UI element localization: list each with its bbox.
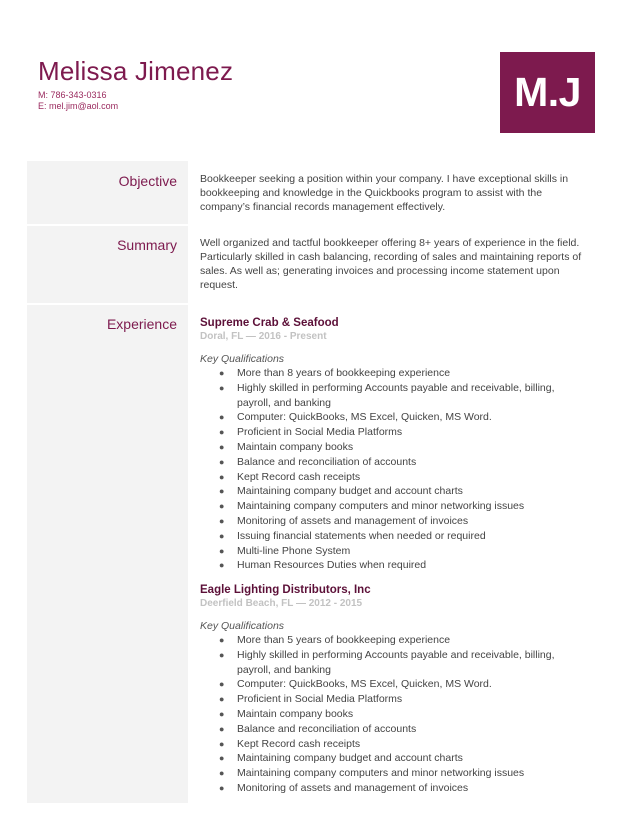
monogram-badge: M.J: [500, 52, 595, 133]
bullet-icon: ●: [219, 515, 225, 526]
contact-info: [38, 90, 118, 112]
company-name: Supreme Crab & Seafood: [200, 317, 339, 329]
bullet-icon: ●: [219, 530, 225, 541]
list-item: ● Maintain company books: [219, 440, 354, 453]
job-entry: [200, 316, 600, 573]
qualifications-list: [200, 633, 600, 796]
list-item: ● Monitoring of assets and management of invoices: [219, 781, 469, 794]
list-item: ● Maintaining company computers and minor networking issues: [219, 500, 525, 513]
list-item: ● Human Resources Duties when required: [219, 559, 427, 572]
list-item: ● Proficient in Social Media Platforms: [219, 693, 403, 706]
list-item: ● Multi-line Phone System: [219, 544, 351, 557]
list-item: ● Maintaining company budget and account charts: [219, 752, 463, 765]
bullet-icon: ●: [219, 708, 225, 719]
key-qualifications-heading: Key Qualifications: [200, 353, 285, 365]
company-name: Eagle Lighting Distributors, Inc: [200, 584, 371, 596]
bullet-icon: ●: [219, 738, 225, 749]
bullet-icon: ●: [219, 382, 225, 393]
bullet-icon: ●: [219, 412, 225, 423]
list-item: ● Maintaining company budget and account charts: [219, 485, 463, 498]
list-item: ● Monitoring of assets and management of invoices: [219, 514, 469, 527]
objective-label: Objective: [118, 173, 177, 189]
list-item: ● Maintaining company computers and minor networking issues: [219, 767, 525, 780]
bullet-icon: ●: [219, 649, 225, 660]
qualifications-list: [200, 366, 600, 573]
bullet-icon: ●: [219, 782, 225, 793]
list-item: ● Computer: QuickBooks, MS Excel, Quicken, MS Word.: [219, 411, 492, 424]
list-item: ● More than 8 years of bookkeeping experience: [219, 367, 451, 379]
list-item: ● Balance and reconciliation of accounts: [219, 722, 417, 735]
list-item: ● Computer: QuickBooks, MS Excel, Quicken, MS Word.: [219, 678, 492, 691]
bullet-icon: ●: [219, 471, 225, 482]
candidate-name: Melissa Jimenez: [38, 56, 234, 86]
bullet-icon: ●: [219, 456, 225, 467]
summary-label: Summary: [117, 237, 177, 253]
summary-text: Well organized and tactful bookkeeper offering 8+ years of experience in the field. Particularly skilled in cash balancing, recording of sales and maintaining reports of sales. As well as; generating invoices and processing income statement upon request.: [200, 237, 582, 291]
list-item: ● Highly skilled in performing Accounts payable and receivable, billing, payroll, and banking: [219, 648, 555, 676]
list-item: ● Proficient in Social Media Platforms: [219, 426, 403, 439]
bullet-icon: ●: [219, 753, 225, 764]
bullet-icon: ●: [219, 694, 225, 705]
key-qualifications-heading: Key Qualifications: [200, 620, 285, 632]
bullet-icon: ●: [219, 427, 225, 438]
experience-label: Experience: [106, 316, 177, 332]
phone-text: M: 786-343-0316: [38, 90, 107, 100]
job-location-dates: Doral, FL — 2016 - Present: [200, 331, 327, 342]
list-item: ● Issuing financial statements when needed or required: [219, 529, 486, 542]
bullet-icon: ●: [219, 368, 225, 378]
objective-text: Bookkeeper seeking a position within your company. I have exceptional skills in bookkeeping and knowledge in the Quickbooks program to assist with the company’s financial records management effectively.: [200, 173, 569, 213]
list-item: ● Kept Record cash receipts: [219, 470, 361, 483]
email-text: E: mel.jim@aol.com: [38, 101, 119, 111]
job-entry: [200, 583, 600, 796]
list-item: ● More than 5 years of bookkeeping experience: [219, 634, 451, 646]
section-divider: [27, 224, 188, 226]
list-item: ● Balance and reconciliation of accounts: [219, 455, 417, 468]
list-item: ● Maintain company books: [219, 707, 354, 720]
bullet-icon: ●: [219, 723, 225, 734]
bullet-icon: ●: [219, 545, 225, 556]
bullet-icon: ●: [219, 501, 225, 512]
bullet-icon: ●: [219, 635, 225, 645]
bullet-icon: ●: [219, 486, 225, 497]
bullet-icon: ●: [219, 768, 225, 779]
bullet-icon: ●: [219, 441, 225, 452]
list-item: ● Highly skilled in performing Accounts payable and receivable, billing, payroll, and banking: [219, 381, 555, 409]
bullet-icon: ●: [219, 560, 225, 571]
section-divider: [27, 303, 188, 305]
list-item: ● Kept Record cash receipts: [219, 737, 361, 750]
job-location-dates: Deerfield Beach, FL — 2012 - 2015: [200, 598, 363, 609]
bullet-icon: ●: [219, 679, 225, 690]
section-sidebar: [27, 161, 188, 803]
